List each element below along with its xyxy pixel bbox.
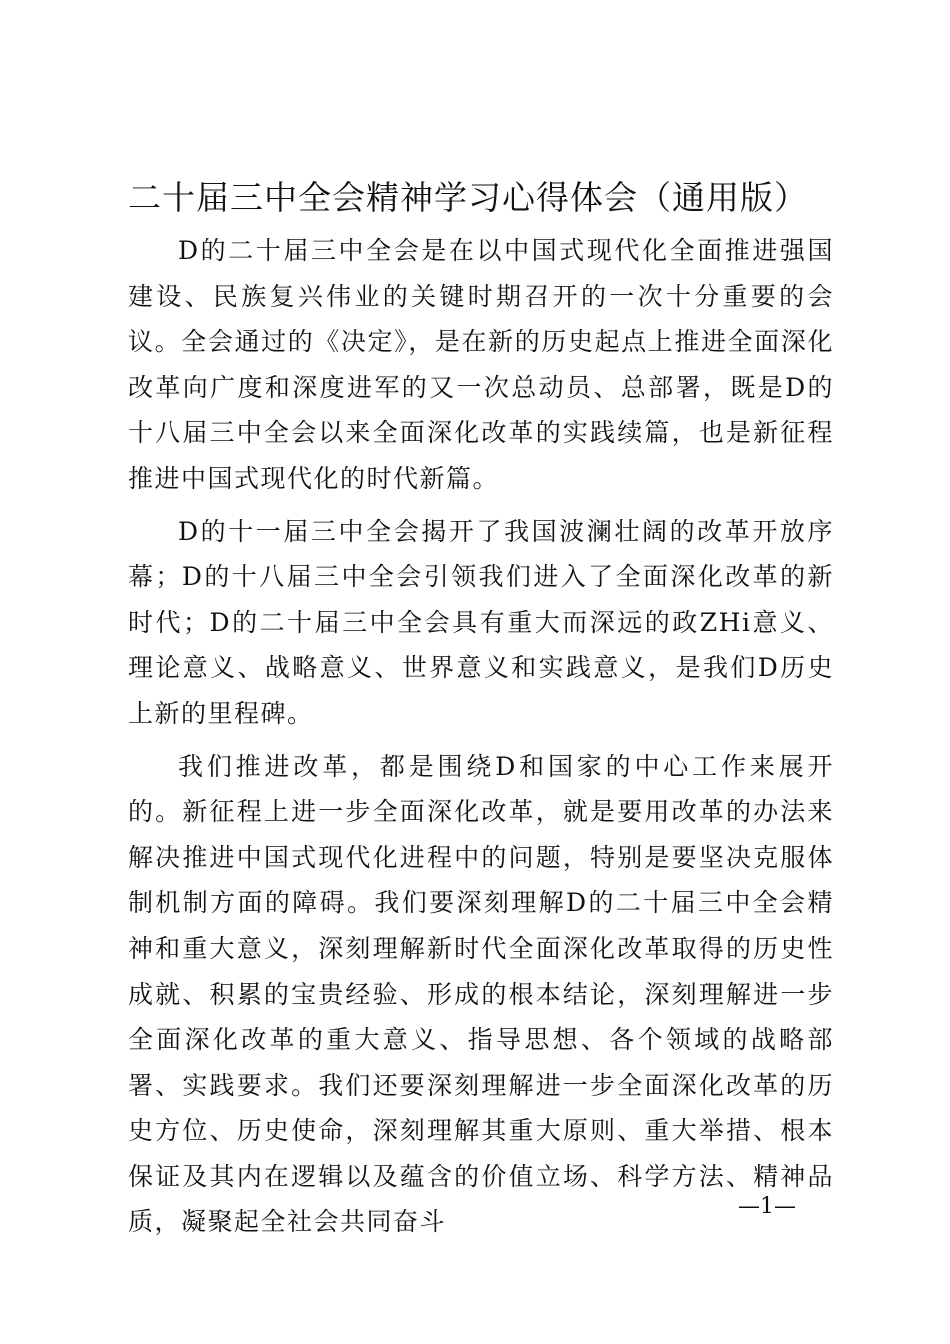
document-title: 二十届三中全会精神学习心得体会（通用版）	[128, 178, 808, 217]
document-body	[128, 228, 834, 1252]
page-number: —1—	[738, 1194, 796, 1219]
paragraph-1: D的二十届三中全会是在以中国式现代化全面推进强国建设、民族复兴伟业的关键时期召开的一次十分重要的会议。全会通过的《决定》，是在新的历史起点上推进全面深化改革向广度和深度进军的又一次总动员、总部署，既是D的十八届三中全会以来全面深化改革的实践续篇，也是新征程推进中国式现代化的时代新篇。	[128, 236, 834, 493]
paragraph-3: 我们推进改革，都是围绕D和国家的中心工作来展开的。新征程上进一步全面深化改革，就是要用改革的办法来解决推进中国式现代化进程中的问题，特别是要坚决克服体制机制方面的障碍。我们要深刻理解D的二十届三中全会精神和重大意义，深刻理解新时代全面深化改革取得的历史性成就、积累的宝贵经验、形成的根本结论，深刻理解进一步全面深化改革的重大意义、指导思想、各个领域的战略部署、实践要求。我们还要深刻理解进一步全面深化改革的历史方位、历史使命，深刻理解其重大原则、重大举措、根本保证及其内在逻辑以及蕴含的价值立场、科学方法、精神品质，凝聚起全社会共同奋斗	[128, 751, 834, 1237]
paragraph-2: D的十一届三中全会揭开了我国波澜壮阔的改革开放序幕；D的十八届三中全会引领我们进入了全面深化改革的新时代；D的二十届三中全会具有重大而深远的政ZHi意义、理论意义、战略意义、世界意义和实践意义，是我们D历史上新的里程碑。	[128, 516, 834, 728]
